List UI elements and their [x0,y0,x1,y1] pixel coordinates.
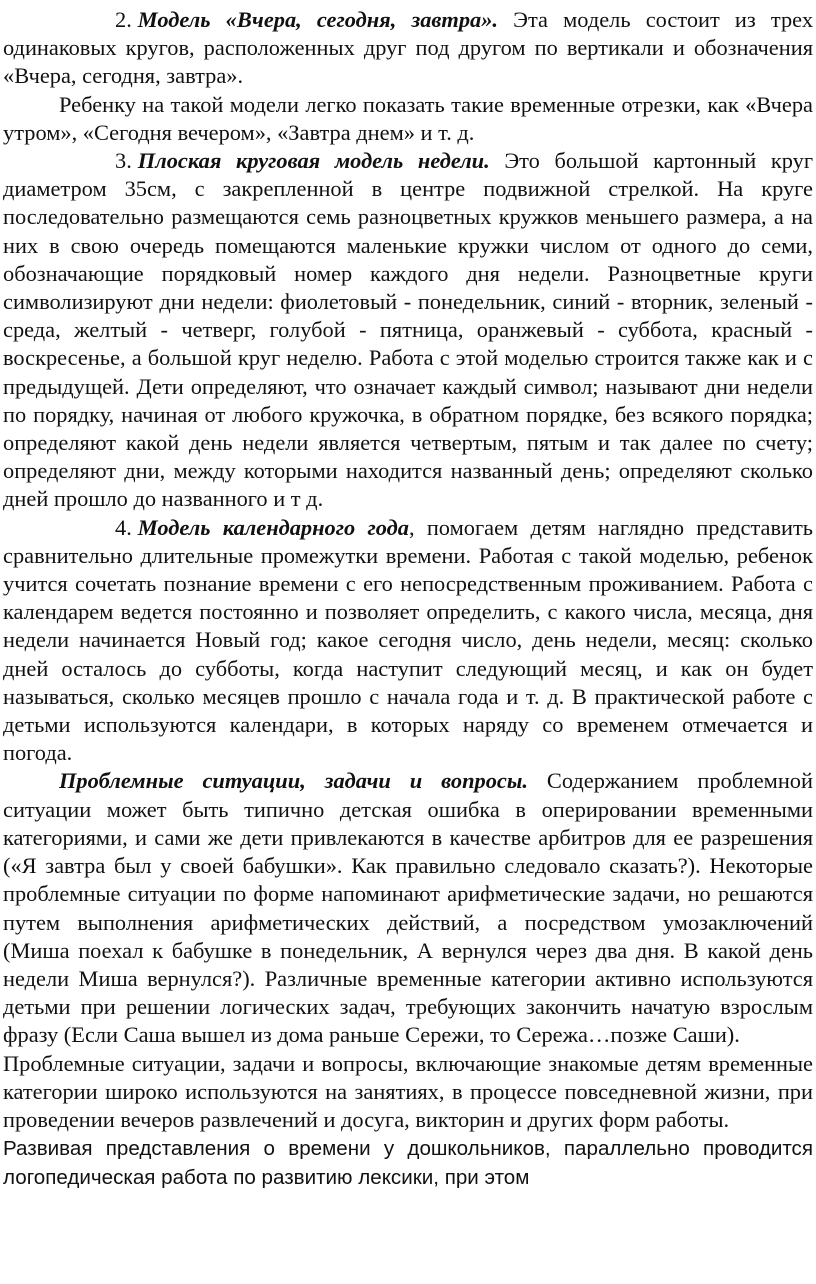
paragraph-heading: Модель календарного года [137,514,409,540]
paragraph-text: Эта модель состоит из трех одинаковых кругов, расположенных друг под другом по вертикали и обозначения «Вчера, сегодня, завтра». [3,7,814,89]
item-number: 2. [115,7,132,32]
paragraph-model-note: Ребенку на такой модели легко показать такие временные отрезки, как «Вчера утром», «Сегодня вечером», «Завтра днем» и т. д. [3,91,813,145]
paragraph-heading: Плоская круговая модель недели. [137,148,490,174]
paragraph-heading: Модель «Вчера, сегодня, завтра». [137,7,499,32]
paragraph-text: Это большой картонный круг диаметром 35см, с закрепленной в центре подвижной стрелкой. На круге последовательно размещаются семь разноцветных кружков меньшего размера, а на них в свою очередь помещаются маленькие кружки числом от одного до семи, обозначающие порядковый номер каждого дня недели. Разноцветные круги символизируют дни недели: фиолетовый - понедельник, синий - вторник, зеленый - среда, желтый - четверг, голубой - пятница, оранжевый - суббота, красный - воскресенье, а большой круг неделю. Работа с этой моделью строится также как и с предыдущей. Дети определяют, что означает каждый символ; называют дни недели по порядку, начиная от любого кружочка, в обратном порядке, без всякого порядка; определяют какой день недели является четвертым, пятым и так далее по счету; определяют дни, между которыми находится названный день; определяют сколько дней прошло до названного и т д. [3,148,814,512]
paragraph-calendar-year-model [3,514,813,768]
paragraph-week-circle-model [3,147,813,514]
paragraph-text: , помогаем детям наглядно представить сравнительно длительные промежутки времени. Работая с такой моделью, ребенок учится сочетать познание времени с его непосредственным проживанием. Работа с календарем ведется постоянно и позволяет определить, с какого числа, месяца, дня недели начинается Новый год; какое сегодня число, день недели, месяц: сколько дней осталось до субботы, когда наступит следующий месяц, и как он будет называться, сколько месяцев прошло с начала года и т. д. В практической работе с детьми используются календари, в которых наряду со временем отмечается и погода. [3,514,813,766]
paragraph-heading: Проблемные ситуации, задачи и вопросы. [59,768,528,794]
paragraph-summary: Проблемные ситуации, задачи и вопросы, включающие знакомые детям временные категории широко используются на занятиях, в процессе повседневной жизни, при проведении вечеров развлечений и досуга, викторин и других форм работы. [3,1050,813,1132]
item-number: 4. [115,514,132,540]
paragraph-problem-situations [3,767,813,1049]
paragraph-closing: Развивая представления о времени у дошкольников, параллельно проводится логопедическая работа по развитию лексики, при этом [3,1137,813,1190]
paragraph-text: Содержанием проблемной ситуации может быть типично детская ошибка в оперировании временными категориями, и сами же дети привлекаются в качестве арбитров для ее разрешения («Я завтра был у своей бабушки». Как правильно следовало сказать?). Некоторые проблемные ситуации по форме напоминают арифметические задачи, но решаются путем выполнения арифметических действий, а посредством умозаключений (Миша поехал к бабушке в понедельник, А вернулся через два дня. В какой день недели Миша вернулся?). Различные временные категории активно используются детьми при решении логических задач, требующих закончить начатую взрослым фразу (Если Саша вышел из дома раньше Сережи, то Сережа…позже Саши). [3,768,813,1048]
item-number: 3. [115,148,132,174]
paragraph-model-yesterday-today-tomorrow [3,6,813,91]
